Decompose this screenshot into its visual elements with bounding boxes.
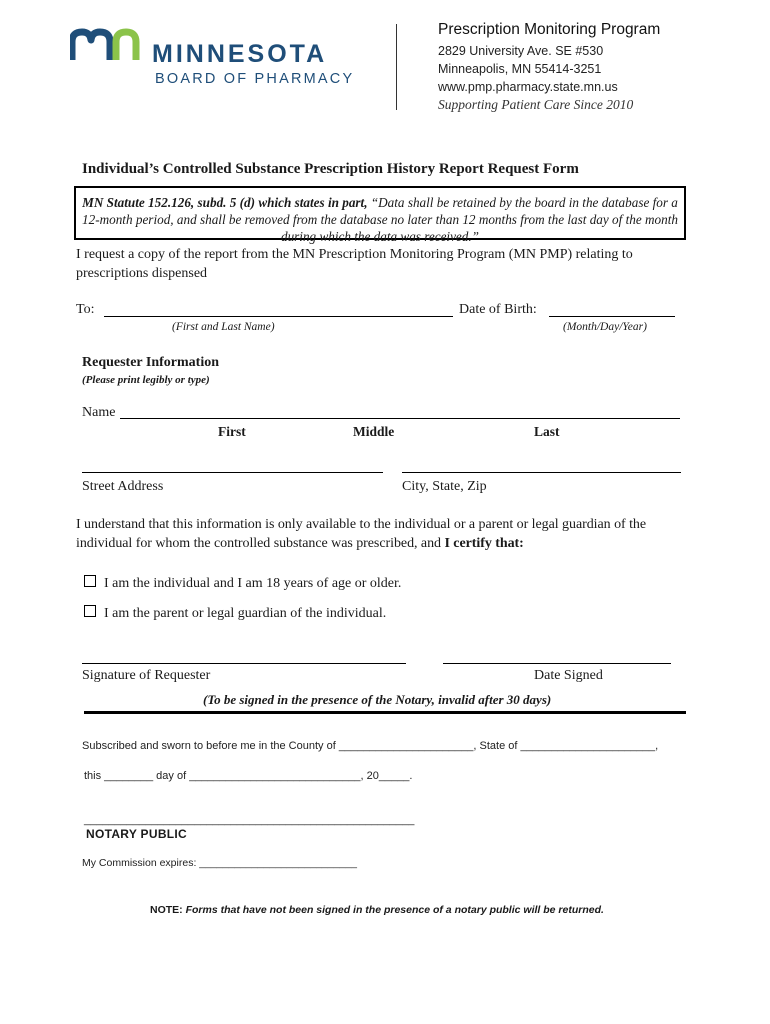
city-state-zip-label: City, State, Zip: [402, 479, 487, 494]
notary-signature-line[interactable]: ______________________________________________________: [84, 814, 415, 826]
tagline: Supporting Patient Care Since 2010: [438, 97, 634, 112]
signature-field[interactable]: [82, 663, 406, 664]
statute-quote: “Data shall be retained by the board in the database for a 12-month period, and shall be removed from the database no later than 12 months from the last day of the month during which the data was received.”: [82, 195, 678, 244]
form-title: Individual’s Controlled Substance Prescription History Report Request Form: [82, 161, 579, 177]
logo-wordmark: MINNESOTA: [152, 40, 328, 68]
mn-logo-icon: [70, 28, 146, 62]
signature-label: Signature of Requester: [82, 668, 211, 683]
dob-hint: (Month/Day/Year): [563, 321, 647, 333]
individual-checkbox[interactable]: [84, 575, 96, 587]
middle-label: Middle: [353, 424, 395, 439]
statute-box: [74, 186, 686, 244]
website-link[interactable]: www.pmp.pharmacy.state.mn.us: [438, 80, 618, 94]
certify-text: I certify that:: [444, 536, 524, 551]
name-field[interactable]: [120, 418, 680, 419]
individual-option-label: I am the individual and I am 18 years of age or older.: [104, 576, 402, 591]
street-address-label: Street Address: [82, 479, 164, 494]
first-label: First: [218, 424, 246, 439]
program-title: Prescription Monitoring Program: [438, 21, 661, 38]
address-line-2: Minneapolis, MN 55414-3251: [438, 62, 602, 76]
date-signed-field[interactable]: [443, 663, 671, 664]
understand-paragraph: [76, 515, 701, 553]
to-label: To:: [76, 302, 95, 317]
notary-warning: (To be signed in the presence of the Notary, invalid after 30 days): [203, 692, 552, 707]
last-label: Last: [534, 424, 560, 439]
name-label: Name: [82, 405, 116, 420]
street-address-field[interactable]: [82, 472, 383, 473]
city-state-zip-field[interactable]: [402, 472, 681, 473]
to-hint: (First and Last Name): [172, 321, 275, 333]
day-line: this ________ day of ____________________________, 20_____.: [84, 770, 413, 782]
date-signed-label: Date Signed: [534, 668, 603, 683]
dob-label: Date of Birth:: [459, 302, 537, 317]
dob-field[interactable]: [549, 316, 675, 317]
guardian-option-label: I am the parent or legal guardian of the individual.: [104, 606, 387, 621]
address-line-1: 2829 University Ave. SE #530: [438, 44, 604, 58]
note-text: Forms that have not been signed in the presence of a notary public will be returned.: [185, 904, 604, 916]
sworn-line: Subscribed and sworn to before me in the County of ______________________, State of ______________________,: [82, 740, 659, 752]
to-name-field[interactable]: [104, 316, 453, 317]
requester-hint: (Please print legibly or type): [82, 374, 210, 386]
request-paragraph: I request a copy of the report from the MN Prescription Monitoring Program (MN PMP) relating to prescriptions dispensed: [76, 247, 633, 281]
note-label: NOTE:: [150, 904, 183, 916]
guardian-checkbox[interactable]: [84, 605, 96, 617]
statute-text: [80, 194, 680, 245]
notary-public-label: NOTARY PUBLIC: [86, 827, 188, 841]
logo-subtitle: BOARD OF PHARMACY: [155, 71, 355, 87]
header-divider: [396, 24, 397, 110]
section-divider: [84, 711, 686, 714]
note: [150, 904, 604, 916]
commission-line: My Commission expires: ___________________________: [82, 857, 357, 869]
statute-citation: MN Statute 152.126, subd. 5 (d) which states in part,: [82, 195, 368, 210]
understand-text: I understand that this information is only available to the individual or a parent or legal guardian of the individual for whom the controlled substance was prescribed, and: [76, 517, 647, 551]
requester-heading: Requester Information: [82, 355, 220, 370]
